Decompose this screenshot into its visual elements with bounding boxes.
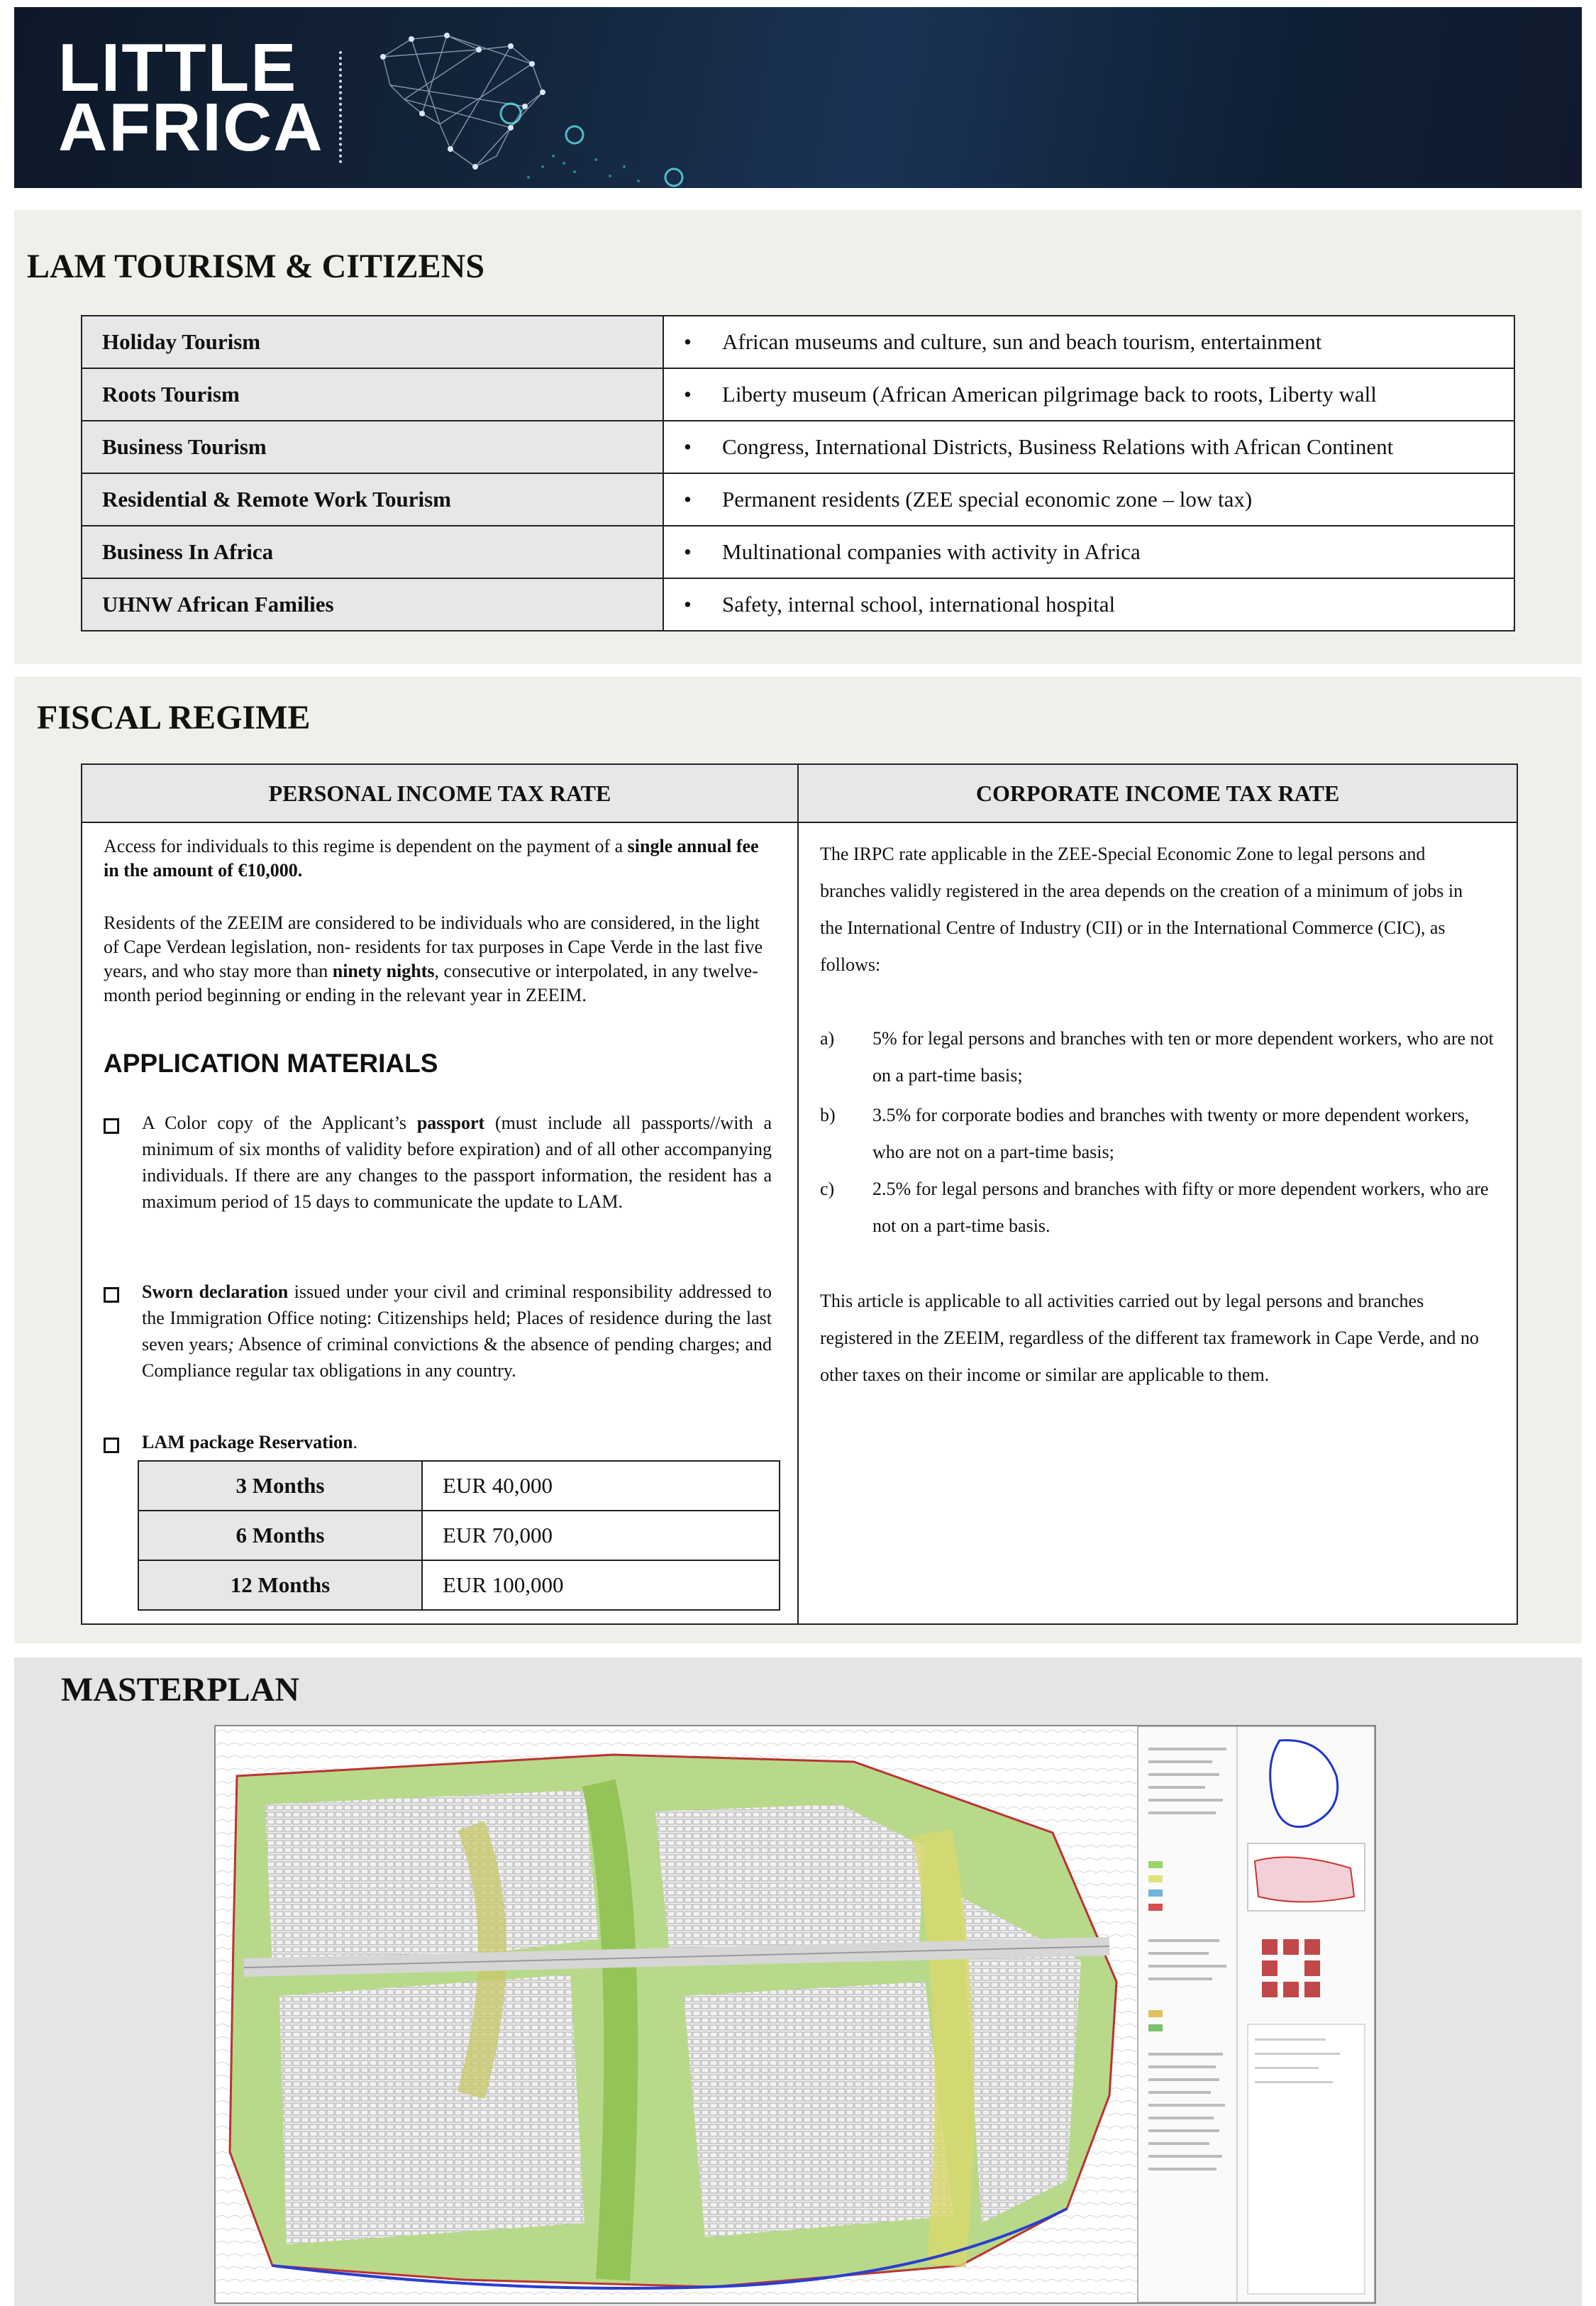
list-item-label: a)	[820, 1028, 835, 1049]
text-run-bold: single annual fee in the amount of €10,000.	[104, 836, 759, 881]
tourism-value-text: Liberty museum (African American pilgrimage back to roots, Liberty wall	[722, 382, 1377, 407]
tourism-value-text: Congress, International Districts, Business Relations with African Continent	[722, 434, 1394, 459]
text-run: .	[353, 1432, 358, 1452]
tourism-label: Business Tourism	[82, 421, 663, 473]
tourism-label: UHNW African Families	[82, 578, 663, 631]
table-row	[82, 473, 1514, 526]
text-run: (must include all passports//with a minimum of six months of validity before expiration) and of all other accompanying individuals. If there are any changes to the passport information, the resident has a maximum period of 15 days to communicate the update to LAM.	[142, 1113, 772, 1212]
masterplan-title: MASTERPLAN	[61, 1671, 300, 1709]
package-duration: 6 Months	[138, 1511, 422, 1560]
tourism-value	[663, 473, 1514, 526]
little-africa-logo	[58, 30, 324, 165]
text-run: Access for individuals to this regime is dependent on the payment of a	[104, 836, 628, 856]
logo-line-1: LITTLE	[58, 30, 298, 106]
personal-residency-paragraph	[104, 911, 772, 1008]
logo-line-2: AFRICA	[58, 89, 324, 165]
text-run-bold: ninety nights	[332, 961, 435, 981]
sworn-declaration-requirement	[142, 1279, 772, 1384]
bullet-icon: •	[684, 434, 692, 459]
bullet-icon: •	[684, 487, 692, 512]
passport-requirement	[142, 1110, 772, 1215]
table-row	[138, 1511, 780, 1560]
text-run-bold: LAM package Reservation	[142, 1432, 353, 1452]
text-run: issued under your civil and criminal responsibility addressed to the Immigration Office noting: Citizenships held; Places of residence during the last seven years	[142, 1281, 772, 1355]
text-run: A Color copy of the Applicant’s	[142, 1113, 417, 1133]
tourism-value	[663, 578, 1514, 631]
tourism-title: LAM TOURISM & CITIZENS	[27, 248, 485, 285]
fiscal-section	[14, 677, 1582, 1643]
table-row	[138, 1461, 780, 1511]
bullet-icon: •	[684, 329, 692, 354]
text-run-bold: Sworn declaration	[142, 1281, 289, 1302]
personal-tax-header: PERSONAL INCOME TAX RATE	[82, 765, 797, 823]
bullet-icon: •	[684, 592, 692, 617]
table-row	[82, 368, 1514, 421]
application-materials-title: APPLICATION MATERIALS	[104, 1049, 438, 1078]
fiscal-table	[81, 763, 1518, 1625]
tourism-table	[81, 315, 1515, 631]
corporate-outro-paragraph: This article is applicable to all activities carried out by legal persons and branches registered in the ZEEIM, regardless of the different tax framework in Cape Verde, and no other taxes on their income or similar are applicable to them.	[820, 1291, 1479, 1385]
list-item-label: b)	[820, 1105, 836, 1125]
list-item-text: 3.5% for corporate bodies and branches with twenty or more dependent workers, who are not on a part-time basis;	[872, 1105, 1470, 1162]
checkbox-icon	[104, 1287, 119, 1303]
column-divider	[797, 765, 799, 1623]
tourism-value	[663, 526, 1514, 578]
tourism-value	[663, 368, 1514, 421]
list-item-text: 5% for legal persons and branches with ten or more dependent workers, who are not on a part-time basis;	[872, 1028, 1494, 1086]
package-duration: 3 Months	[138, 1461, 422, 1511]
tourism-section	[14, 210, 1582, 664]
tourism-value	[663, 421, 1514, 473]
tourism-label: Roots Tourism	[82, 368, 663, 421]
table-row	[82, 578, 1514, 631]
logo-divider	[339, 51, 342, 163]
text-run-italic: ;	[228, 1334, 234, 1355]
masterplan-section	[14, 1657, 1582, 2306]
table-row	[82, 316, 1514, 368]
masterplan-drawing	[216, 1726, 1375, 2302]
bullet-icon: •	[684, 382, 692, 407]
corporate-intro-paragraph: The IRPC rate applicable in the ZEE-Special Economic Zone to legal persons and branches validly registered in the area depends on the creation of a minimum of jobs in the International Centre of Industry (CII) or in the International Commerce (CIC), as follows:	[820, 844, 1463, 975]
masterplan-map	[214, 1725, 1376, 2304]
personal-fee-paragraph	[104, 834, 772, 883]
table-row	[138, 1560, 780, 1610]
tourism-value	[663, 316, 1514, 368]
checkbox-icon	[104, 1118, 119, 1134]
table-row	[82, 421, 1514, 473]
tourism-label: Residential & Remote Work Tourism	[82, 473, 663, 526]
package-reservation-requirement	[142, 1429, 772, 1455]
tourism-value-text: African museums and culture, sun and beach tourism, entertainment	[722, 329, 1322, 354]
tourism-value-text: Safety, internal school, international hospital	[722, 592, 1116, 617]
package-price-table	[138, 1460, 780, 1611]
text-run: Absence of criminal convictions & the absence of pending charges; and Compliance regular tax obligations in any country.	[142, 1334, 772, 1381]
fiscal-title: FISCAL REGIME	[37, 699, 311, 737]
package-price: EUR 40,000	[422, 1461, 780, 1511]
text-run-bold: passport	[416, 1113, 485, 1133]
table-row	[82, 526, 1514, 578]
package-duration: 12 Months	[138, 1560, 422, 1610]
header-banner	[14, 7, 1582, 188]
package-price: EUR 70,000	[422, 1511, 780, 1560]
list-item-text: 2.5% for legal persons and branches with fifty or more dependent workers, who are not on a part-time basis.	[872, 1179, 1489, 1236]
tourism-value-text: Multinational companies with activity in Africa	[722, 539, 1141, 564]
tourism-label: Holiday Tourism	[82, 316, 663, 368]
corporate-tax-header: CORPORATE INCOME TAX RATE	[799, 765, 1517, 823]
list-item-label: c)	[820, 1179, 835, 1199]
tourism-value-text: Permanent residents (ZEE special economic zone – low tax)	[722, 487, 1253, 512]
checkbox-icon	[104, 1438, 119, 1453]
package-price: EUR 100,000	[422, 1560, 780, 1610]
bullet-icon: •	[684, 539, 692, 564]
text-run: Residents of the ZEEIM are considered to be individuals who are considered, in the light of Cape Verdean legislation, non- residents for tax purposes in Cape Verde in the last five years, and who stay more than	[104, 912, 763, 981]
tourism-label: Business In Africa	[82, 526, 663, 578]
text-run: , consecutive or interpolated, in any twelve-month period beginning or ending in the relevant year in ZEEIM.	[104, 961, 758, 1005]
